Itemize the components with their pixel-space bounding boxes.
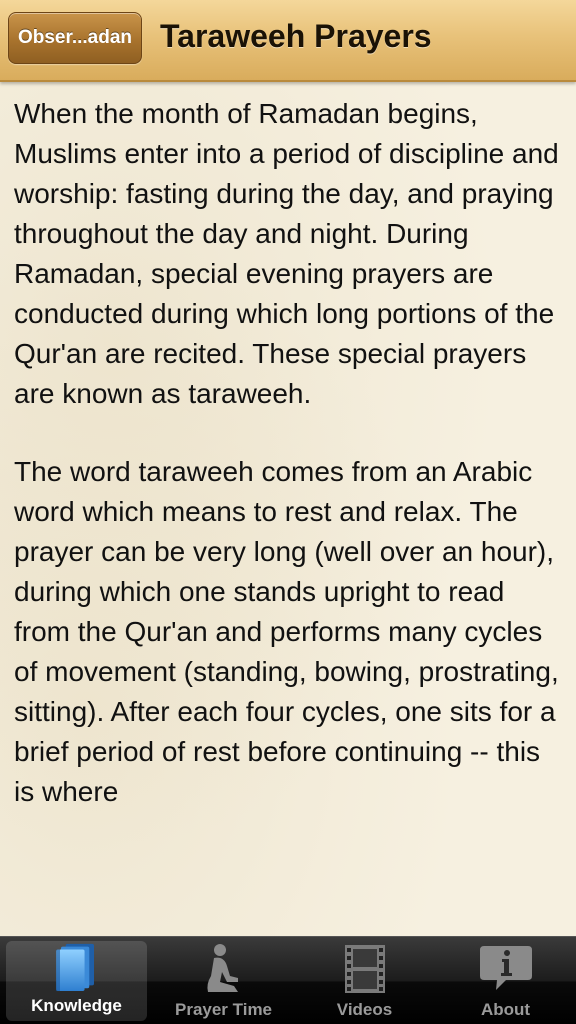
article-body: [0, 82, 576, 812]
praying-person-icon: [194, 942, 254, 996]
tab-about-label: About: [480, 1000, 531, 1019]
article-paragraph: The word taraweeh comes from an Arabic word which means to rest and relax. The prayer can be very long (well over an hour), during which one stands upright to read from the Qur'an and performs many cycles of movement (standing, bowing, prostrating, sitting). After each four cycles, one sits for a brief period of rest before continuing -- this is where: [14, 456, 559, 807]
books-icon: [47, 941, 107, 992]
tab-videos-label: Videos: [336, 1000, 393, 1019]
info-bubble-icon: [476, 942, 536, 996]
tab-about[interactable]: [435, 937, 576, 1024]
back-button[interactable]: Obser...adan: [8, 12, 142, 64]
article-scroll-view[interactable]: [0, 82, 576, 936]
tab-videos[interactable]: [294, 937, 435, 1024]
tab-prayer-time[interactable]: [153, 937, 294, 1024]
tab-bar: [0, 936, 576, 1024]
film-strip-icon: [335, 942, 395, 996]
tab-knowledge[interactable]: [6, 941, 147, 1021]
article-paragraph: When the month of Ramadan begins, Muslims enter into a period of discipline and worship: fasting during the day, and praying throughout the day and night. During Ramadan, special evening prayers are conducted during which long portions of the Qur'an are recited. These special prayers are known as taraweeh.: [14, 98, 559, 409]
tab-knowledge-label: Knowledge: [31, 996, 122, 1015]
navigation-bar: [0, 0, 576, 82]
tab-prayer-time-label: Prayer Time: [174, 1000, 273, 1019]
page-title: Taraweeh Prayers: [160, 18, 432, 54]
